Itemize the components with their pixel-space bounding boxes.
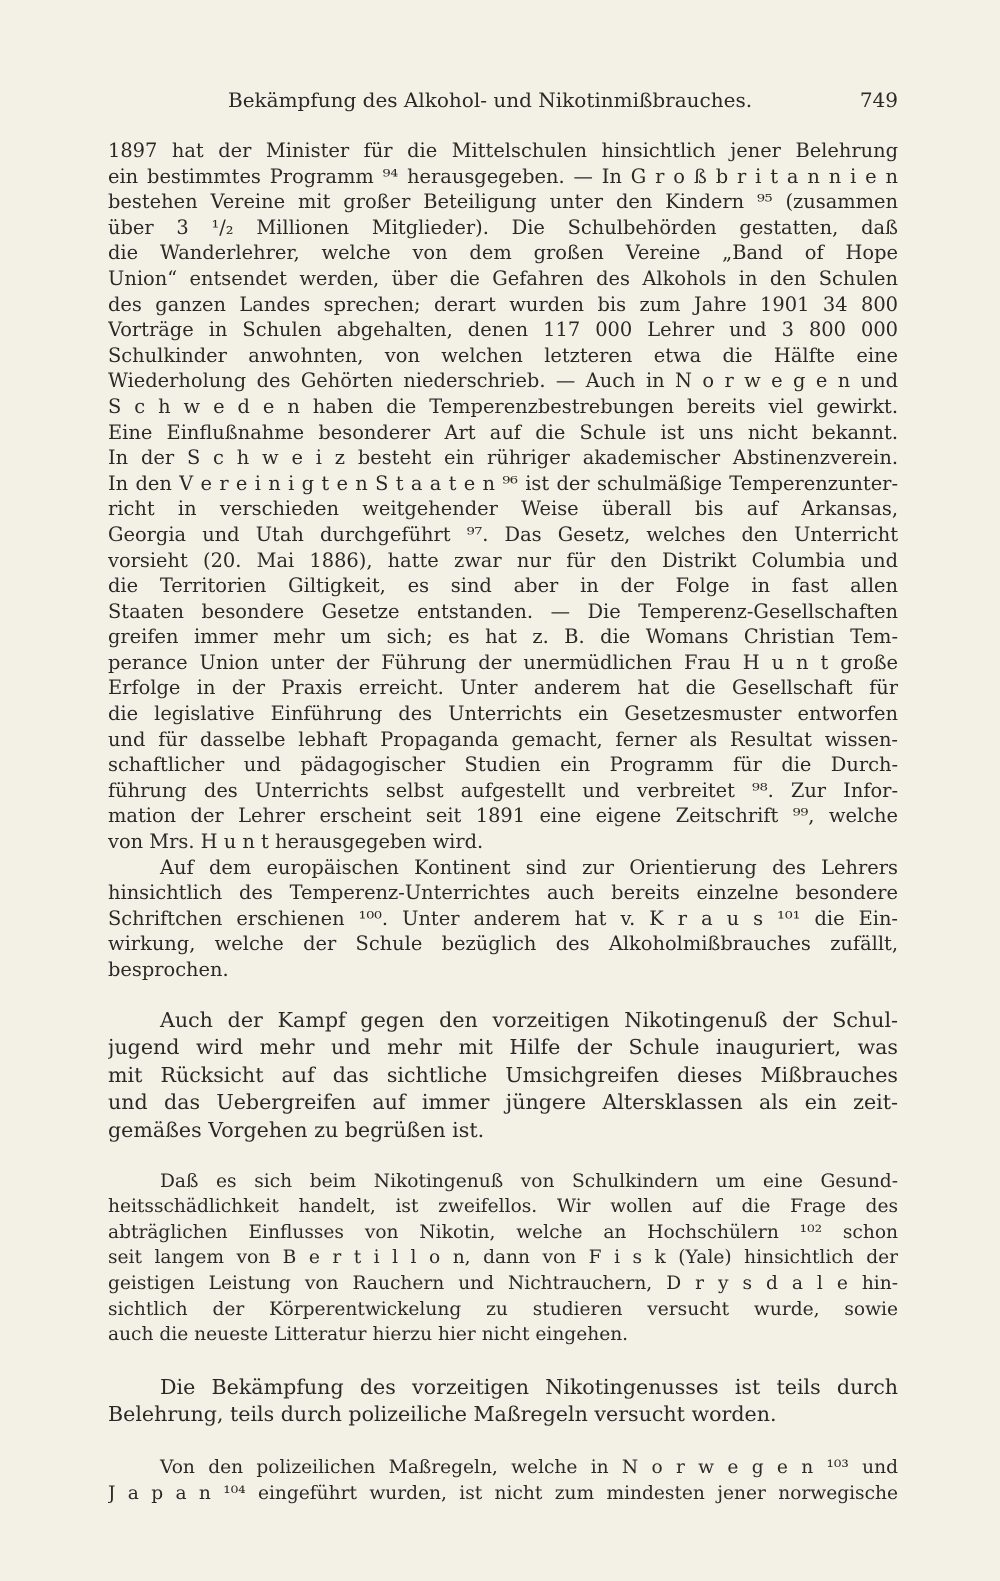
text-line: abträglichen Einflusses von Nikotin, welche an Hochschülern ¹⁰² schon <box>108 1221 898 1243</box>
text-line: heitsschädlichkeit handelt, ist zweifellos. Wir wollen auf die Frage des <box>108 1196 898 1218</box>
text-line: Erfolge in der Praxis erreicht. Unter anderem hat die Gesellschaft für <box>108 676 898 700</box>
text-line: die Wanderlehrer, welche von dem großen Vereine „Band of Hope <box>108 241 898 265</box>
text-line: Belehrung, teils durch polizeiliche Maßregeln versucht worden. <box>108 1402 777 1427</box>
page-body <box>108 138 898 1506</box>
text-line: besprochen. <box>108 958 229 981</box>
paragraph-5 <box>108 1374 898 1429</box>
text-line: Daß es sich beim Nikotingenuß von Schulkindern um eine Gesund- <box>160 1170 898 1192</box>
text-line: schaftlicher und pädagogischer Studien ein Programm für die Durch- <box>108 753 898 777</box>
text-line: In den V e r e i n i g t e n S t a a t e n ⁹⁶ ist der schulmäßige Temperenzunter- <box>108 471 898 495</box>
text-line: Schulkinder anwohnten, von welchen letzteren etwa die Hälfte eine <box>108 343 898 367</box>
text-line: die legislative Einführung des Unterrichts ein Gesetzesmuster entworfen <box>108 702 898 726</box>
text-line: geistigen Leistung von Rauchern und Nichtrauchern, D r y s d a l e hin- <box>108 1272 898 1294</box>
text-line: J a p a n ¹⁰⁴ eingeführt wurden, ist nicht zum mindesten jener norwegische <box>108 1482 898 1504</box>
text-line: seit langem von B e r t i l l o n, dann von F i s k (Yale) hinsichtlich der <box>108 1247 898 1269</box>
paragraph-3 <box>108 1007 898 1145</box>
text-line: wirkung, welche der Schule bezüglich des Alkoholmißbrauches zufällt, <box>108 932 898 956</box>
text-line: Georgia und Utah durchgeführt ⁹⁷. Das Gesetz, welches den Unterricht <box>108 522 898 546</box>
page-number: 749 <box>859 88 898 112</box>
text-line: Auf dem europäischen Kontinent sind zur Orientierung des Lehrers <box>160 855 898 879</box>
paragraph-1 <box>108 138 898 855</box>
text-line: und für dasselbe lebhaft Propaganda gemacht, ferner als Resultat wissen- <box>108 727 898 751</box>
text-line: von Mrs. H u n t herausgegeben wird. <box>108 830 484 854</box>
text-line: Union“ entsendet werden, über die Gefahren des Alkohols in den Schulen <box>108 266 898 290</box>
text-line: Eine Einflußnahme besonderer Art auf die Schule ist uns nicht bekannt. <box>108 420 898 444</box>
text-line: 1897 hat der Minister für die Mittelschulen hinsichtlich jener Belehrung <box>108 139 898 162</box>
paragraph-6 <box>108 1455 898 1506</box>
text-line: mit Rücksicht auf das sichtliche Umsichgreifen dieses Mißbrauches <box>108 1062 898 1087</box>
text-line: sichtlich der Körperentwickelung zu studieren versucht wurde, sowie <box>108 1298 898 1320</box>
text-line: richt in verschieden weitgehender Weise überall bis auf Arkansas, <box>108 497 898 521</box>
text-line: Schriftchen erschienen ¹⁰⁰. Unter anderem hat v. K r a u s ¹⁰¹ die Ein- <box>108 906 898 930</box>
text-line: des ganzen Landes sprechen; derart wurden bis zum Jahre 1901 34 800 <box>108 292 898 316</box>
text-line: mation der Lehrer erscheint seit 1891 eine eigene Zeitschrift ⁹⁹, welche <box>108 804 898 828</box>
text-line: vorsieht (20. Mai 1886), hatte zwar nur für den Distrikt Columbia und <box>108 548 898 572</box>
text-line: ein bestimmtes Programm ⁹⁴ herausgegeben. — In G r o ß b r i t a n n i e n <box>108 164 898 188</box>
text-line: S c h w e d e n haben die Temperenzbestrebungen bereits viel gewirkt. <box>108 394 898 418</box>
text-line: greifen immer mehr um sich; es hat z. B. die Womans Christian Tem- <box>108 625 898 649</box>
text-line: über 3 ¹/₂ Millionen Mitglieder). Die Schulbehörden gestatten, daß <box>108 215 898 239</box>
running-title: Bekämpfung des Alkohol- und Nikotinmißbrauches. <box>228 88 753 112</box>
text-line: perance Union unter der Führung der unermüdlichen Frau H u n t große <box>108 650 898 674</box>
text-line: hinsichtlich des Temperenz-Unterrichtes auch bereits einzelne besondere <box>108 881 898 905</box>
text-line: Die Bekämpfung des vorzeitigen Nikotingenusses ist teils durch <box>160 1374 898 1399</box>
text-line: Von den polizeilichen Maßregeln, welche in N o r w e g e n ¹⁰³ und <box>160 1456 898 1478</box>
text-line: Vorträge in Schulen abgehalten, denen 117 000 Lehrer und 3 800 000 <box>108 318 898 342</box>
paragraph-4 <box>108 1169 898 1348</box>
text-line: gemäßes Vorgehen zu begrüßen ist. <box>108 1117 485 1142</box>
paragraph-2 <box>108 855 898 983</box>
text-line: auch die neueste Litteratur hierzu hier nicht eingehen. <box>108 1324 629 1346</box>
page-header <box>108 84 898 118</box>
text-line: bestehen Vereine mit großer Beteiligung unter den Kindern ⁹⁵ (zusammen <box>108 190 898 214</box>
text-line: Staaten besondere Gesetze entstanden. — Die Temperenz-Gesellschaften <box>108 599 898 623</box>
text-line: die Territorien Giltigkeit, es sind aber in der Folge in fast allen <box>108 574 898 598</box>
text-line: In der S c h w e i z besteht ein rühriger akademischer Abstinenzverein. <box>108 446 898 470</box>
text-line: und das Uebergreifen auf immer jüngere Altersklassen als ein zeit- <box>108 1090 898 1115</box>
text-line: führung des Unterrichts selbst aufgestellt und verbreitet ⁹⁸. Zur Infor- <box>108 778 898 802</box>
text-line: Wiederholung des Gehörten niederschrieb. — Auch in N o r w e g e n und <box>108 369 898 393</box>
text-line: Auch der Kampf gegen den vorzeitigen Nikotingenuß der Schul- <box>160 1007 898 1032</box>
text-line: jugend wird mehr und mehr mit Hilfe der Schule inauguriert, was <box>108 1035 898 1060</box>
